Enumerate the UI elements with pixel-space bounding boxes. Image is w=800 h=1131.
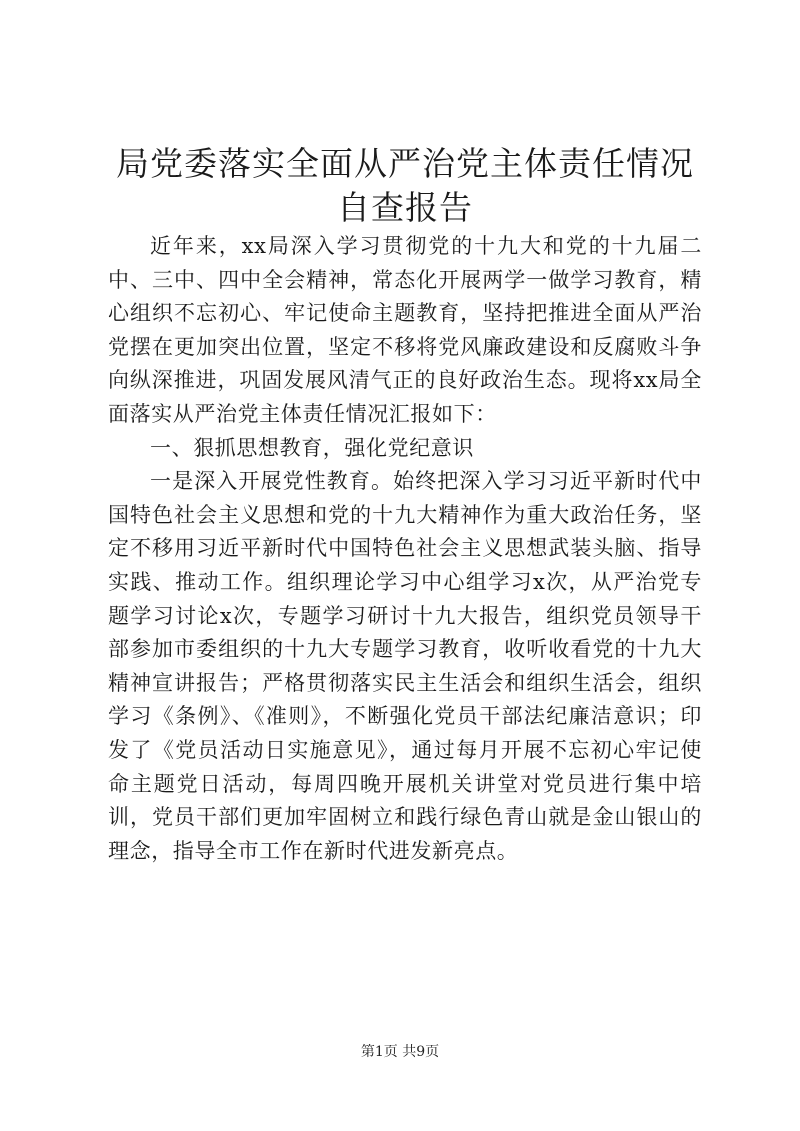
page-number-footer: 第1页 共9页 — [360, 1044, 440, 1060]
intro-paragraph: 近年来，xx局深入学习贯彻党的十九大和党的十九届二中、三中、四中全会精神，常态化开展两学一做学习教育，精心组织不忘初心、牢记使命主题教育，坚持把推进全面从严治党摆在更加突出位置，坚定不移将党风廉政建设和反腐败斗争向纵深推进，巩固发展风清气正的良好政治生态。现将xx局全面落实从严治党主体责任情况汇报如下： — [108, 234, 702, 426]
document-title: 局党委落实全面从严治党主体责任情况自查报告 — [116, 144, 694, 227]
body-paragraph: 一是深入开展党性教育。始终把深入学习习近平新时代中国特色社会主义思想和党的十九大精神作为重大政治任务，坚定不移用习近平新时代中国特色社会主义思想武装头脑、指导实践、推动工作。组织理论学习中心组学习x次，从严治党专题学习讨论x次，专题学习研讨十九大报告，组织党员领导干部参加市委组织的十九大专题学习教育，收听收看党的十九大精神宣讲报告；严格贯彻落实民主生活会和组织生活会，组织学习《条例》、《准则》，不断强化党员干部法纪廉洁意识；印发了《党员活动日实施意见》，通过每月开展不忘初心牢记使命主题党日活动，每周四晚开展机关讲堂对党员进行集中培训，党员干部们更加牢固树立和践行绿色青山就是金山银山的理念，指导全市工作在新时代进发新亮点。 — [108, 469, 702, 863]
section-heading: 一、狠抓思想教育，强化党纪意识 — [150, 435, 474, 460]
document-body — [108, 230, 702, 868]
